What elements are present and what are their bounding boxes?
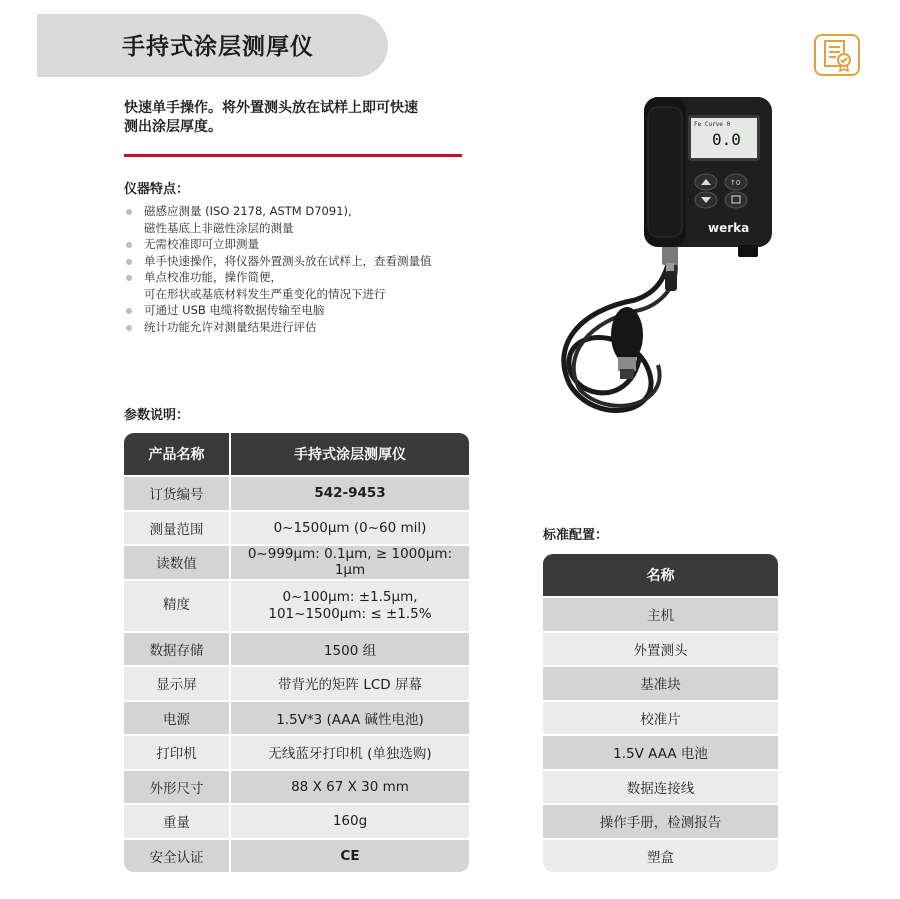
header-cell: 手持式涂层测厚仪	[231, 433, 469, 475]
params-table	[124, 433, 469, 872]
table-row	[124, 544, 469, 579]
table-row	[543, 631, 778, 666]
standard-heading: 标准配置：	[543, 528, 609, 543]
device-screen-label: Fe Curve 0	[694, 121, 731, 128]
feature-text: 单点校准功能，操作简便，	[144, 270, 282, 284]
table-row	[124, 769, 469, 804]
table-row	[124, 665, 469, 700]
param-key: 外形尺寸	[124, 769, 231, 804]
svg-text:↑0: ↑0	[730, 179, 741, 187]
param-key: 订货编号	[124, 475, 231, 510]
table-row	[124, 700, 469, 735]
param-key: 测量范围	[124, 510, 231, 545]
feature-item	[124, 269, 484, 302]
feature-text: 可在形状或基底材料发生严重变化的情况下进行	[144, 286, 386, 301]
table-row	[124, 838, 469, 873]
device-brand: werka	[708, 221, 750, 235]
feature-item	[124, 253, 484, 270]
feature-text: 统计功能允许对测量结果进行评估	[144, 319, 317, 334]
param-value: 0~999μm: 0.1μm, ≥ 1000μm: 1μm	[231, 544, 469, 579]
table-header-row	[543, 554, 778, 596]
standard-item: 校准片	[543, 700, 778, 735]
features-list	[124, 203, 484, 335]
device-image	[540, 95, 785, 425]
feature-text: 单手快速操作，将仪器外置测头放在试样上，查看测量值	[144, 253, 432, 268]
table-row	[543, 803, 778, 838]
standard-item: 1.5V AAA 电池	[543, 734, 778, 769]
device-screen-value: 0.0	[712, 130, 741, 149]
standard-item: 操作手册，检测报告	[543, 803, 778, 838]
param-key: 读数值	[124, 544, 231, 579]
standard-item: 外置测头	[543, 631, 778, 666]
param-key: 电源	[124, 700, 231, 735]
standard-item: 塑盒	[543, 838, 778, 873]
features-heading: 仪器特点：	[124, 182, 190, 197]
feature-item	[124, 302, 484, 319]
param-value: 0~1500μm (0~60 mil)	[231, 510, 469, 545]
standard-table	[543, 554, 778, 872]
standard-item: 主机	[543, 596, 778, 631]
param-key: 数据存储	[124, 631, 231, 666]
param-key: 精度	[124, 579, 231, 631]
table-row	[543, 769, 778, 804]
standard-item: 基准块	[543, 665, 778, 700]
param-key: 打印机	[124, 734, 231, 769]
standard-item: 数据连接线	[543, 769, 778, 804]
param-value: 88 X 67 X 30 mm	[231, 769, 469, 804]
table-row	[124, 803, 469, 838]
table-row	[124, 510, 469, 545]
param-value: 无线蓝牙打印机 (单独选购)	[231, 734, 469, 769]
table-row	[124, 579, 469, 631]
intro-line: 测出涂层厚度。	[124, 119, 222, 135]
order-number: 542-9453	[231, 475, 469, 510]
feature-item	[124, 319, 484, 336]
param-value-line: 101~1500μm: ≤ ±1.5%	[268, 605, 432, 622]
param-value: 带背光的矩阵 LCD 屏幕	[231, 665, 469, 700]
page-title: 手持式涂层测厚仪	[122, 34, 314, 60]
param-key: 重量	[124, 803, 231, 838]
param-value	[231, 579, 469, 631]
header-cell: 名称	[543, 554, 778, 596]
table-row	[543, 596, 778, 631]
table-header-row	[124, 433, 469, 475]
param-value: 160g	[231, 803, 469, 838]
table-row	[543, 734, 778, 769]
table-row	[543, 700, 778, 735]
feature-item	[124, 203, 484, 236]
params-heading: 参数说明：	[124, 408, 190, 423]
table-row	[124, 631, 469, 666]
feature-text: 无需校准即可立即测量	[144, 237, 259, 251]
feature-text: 磁感应测量 (ISO 2178, ASTM D7091),	[144, 204, 352, 218]
red-divider	[124, 154, 462, 157]
table-row	[543, 838, 778, 873]
table-row	[543, 665, 778, 700]
param-value: 1500 组	[231, 631, 469, 666]
intro-text	[124, 99, 474, 137]
intro-line: 快速单手操作。将外置测头放在试样上即可快速	[124, 100, 418, 116]
feature-text: 磁性基底上非磁性涂层的测量	[144, 220, 294, 235]
ce-mark: CE	[231, 838, 469, 873]
table-row	[124, 734, 469, 769]
param-key: 安全认证	[124, 838, 231, 873]
feature-text: 可通过 USB 电缆将数据传输至电脑	[144, 303, 325, 317]
feature-item	[124, 236, 484, 253]
param-value: 1.5V*3 (AAA 碱性电池)	[231, 700, 469, 735]
param-value-line: 0~100μm: ±1.5μm,	[282, 588, 418, 605]
certificate-icon	[814, 34, 860, 76]
header-cell: 产品名称	[124, 433, 231, 475]
param-key: 显示屏	[124, 665, 231, 700]
table-row	[124, 475, 469, 510]
